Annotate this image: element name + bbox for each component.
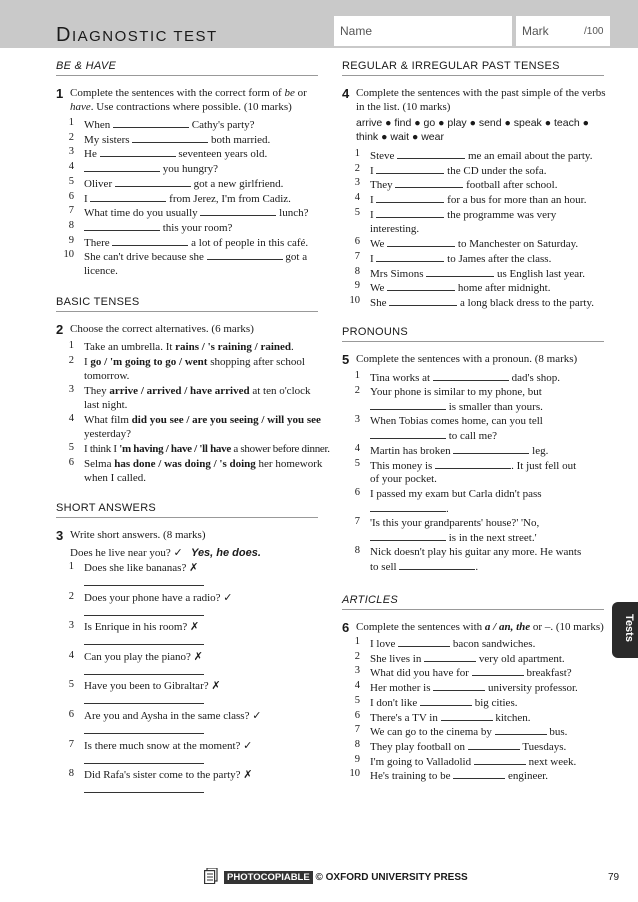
gap-fill-item: She a long black dress to the party. [370, 297, 594, 309]
page-header [0, 0, 638, 48]
item-number: 1 [354, 636, 360, 647]
item-number: 7 [354, 250, 360, 262]
item-number: 8 [68, 768, 74, 780]
answer-blank[interactable] [200, 205, 276, 216]
section-title-past-tenses: REGULAR & IRREGULAR PAST TENSES [342, 60, 560, 72]
q5-item-6: I passed my exam but Carla didn't pass [370, 488, 542, 500]
item-number: 4 [68, 413, 74, 424]
q5-item-7: 'Is this your grandparents' house?' 'No, [370, 517, 540, 529]
item-number: 2 [354, 162, 360, 174]
item-number: 1 [354, 370, 360, 381]
mark-field[interactable] [516, 16, 610, 46]
section-title-short-answers: SHORT ANSWERS [56, 502, 157, 514]
answer-blank[interactable] [207, 249, 283, 260]
photocopy-icon [204, 868, 218, 884]
item-number: 3 [68, 146, 74, 158]
section-divider [56, 311, 318, 312]
item-number: 3 [68, 620, 74, 632]
gap-fill-item: Mrs Simons us English last year. [370, 267, 585, 280]
answer-blank[interactable] [453, 443, 529, 454]
gap-fill-item: We to Manchester on Saturday. [370, 238, 579, 251]
item-number: 2 [68, 590, 74, 602]
answer-blank[interactable] [389, 295, 457, 306]
section-divider [342, 75, 604, 76]
item-number: 7 [354, 724, 360, 736]
gap-fill-item: He's training to be engineer. [370, 770, 549, 783]
item-number: 8 [68, 219, 74, 231]
mark-total: /100 [584, 26, 604, 37]
gap-fill-item: We can go to the cinema by bus. [370, 726, 568, 739]
gap-fill-item: There's a TV in kitchen. [370, 711, 531, 724]
item-number: 2 [354, 385, 360, 396]
page-number: 79 [608, 872, 620, 883]
gap-fill-item-cont: licence. [84, 265, 118, 277]
answer-line[interactable] [84, 792, 204, 793]
item-number: 2 [68, 355, 74, 366]
question-6-instructions: Complete the sentences with a / an, the or –. (10 marks) [356, 621, 604, 633]
item-number: 8 [354, 738, 360, 750]
answer-line[interactable] [84, 644, 204, 645]
q2-item-4-cont: yesterday? [84, 428, 132, 440]
answer-blank[interactable] [132, 132, 208, 143]
item-number: 1 [68, 340, 74, 351]
item-number: 5 [68, 679, 74, 691]
q2-item-3-cont: last night. [84, 399, 128, 411]
item-number: 7 [354, 516, 360, 527]
answer-blank[interactable] [495, 724, 547, 735]
q2-item-6-cont: when I called. [84, 472, 146, 484]
side-tab [612, 602, 638, 658]
q2-item-1: Take an umbrella. It rains / 's raining / rained. [84, 341, 294, 353]
question-number: 4 [342, 86, 350, 101]
footer-copyright: PHOTOCOPIABLE © OXFORD UNIVERSITY PRESS [224, 872, 468, 883]
section-divider [342, 609, 604, 610]
q5-item-5: This money is . It just fell out [370, 460, 577, 472]
answer-blank[interactable] [376, 192, 444, 203]
short-answer-question: Have you been to Gibraltar? ✗ [84, 680, 221, 693]
answer-blank[interactable] [426, 266, 494, 277]
section-title-basic-tenses: BASIC TENSES [56, 296, 140, 308]
answer-blank[interactable] [468, 739, 520, 750]
item-number: 2 [354, 650, 360, 662]
q5-item-6-cont: . [370, 501, 449, 516]
gap-fill-item: There a lot of people in this café. [84, 236, 309, 249]
answer-blank[interactable] [115, 176, 191, 187]
answer-blank[interactable] [376, 163, 444, 174]
section-divider [56, 75, 318, 76]
item-number: 5 [354, 694, 360, 706]
answer-line[interactable] [84, 763, 204, 764]
item-number: 9 [354, 753, 360, 765]
side-tab-label: Tests [622, 614, 635, 642]
gap-fill-item: I don't like big cities. [370, 696, 518, 709]
gap-fill-item: They football after school. [370, 179, 558, 192]
q2-item-2: I go / 'm going to go / went shopping after school [84, 356, 305, 368]
gap-fill-item: I'm going to Valladolid next week. [370, 755, 577, 768]
item-number: 4 [354, 680, 360, 692]
answer-blank[interactable] [474, 754, 526, 765]
short-answer-question: Does she like bananas? ✗ [84, 562, 199, 574]
gap-fill-item: My sisters both married. [84, 133, 271, 146]
section-divider [342, 341, 604, 342]
gap-fill-item: Her mother is university professor. [370, 682, 578, 695]
gap-fill-item-cont: interesting. [370, 222, 420, 235]
item-number: 8 [354, 265, 360, 277]
answer-blank[interactable] [441, 710, 493, 721]
short-answer-question: Is there much snow at the moment? ✓ [84, 739, 253, 752]
item-number: 4 [68, 649, 74, 661]
gap-fill-item: Oliver got a new girlfriend. [84, 177, 284, 190]
section-title-articles: ARTICLES [342, 594, 398, 606]
question-number: 1 [56, 86, 64, 101]
item-number: 6 [68, 457, 74, 468]
answer-blank[interactable] [387, 280, 455, 291]
gap-fill-item: They play football on Tuesdays. [370, 740, 567, 753]
question-number: 2 [56, 322, 64, 337]
answer-blank[interactable] [420, 695, 472, 706]
item-number: 10 [349, 295, 360, 306]
item-number: 10 [349, 768, 360, 780]
q5-item-7-cont: is in the next street.' [370, 530, 537, 545]
gap-fill-item: Steve me an email about the party. [370, 150, 593, 162]
item-number: 1 [68, 561, 74, 572]
q2-item-5: I think I 'm having / have / 'll have a shower before dinner. [84, 443, 330, 455]
answer-blank[interactable] [433, 680, 485, 691]
gap-fill-item: I from Jerez, I'm from Cadiz. [84, 192, 291, 205]
answer-blank[interactable] [370, 501, 446, 512]
photocopiable-badge: PHOTOCOPIABLE [224, 871, 313, 884]
question-number: 6 [342, 620, 350, 635]
item-number: 7 [68, 205, 74, 217]
name-field[interactable] [334, 16, 512, 46]
answer-line[interactable] [84, 674, 204, 675]
question-4-instructions: Complete the sentences with the past simple of the verbs in the list. (10 marks) [356, 87, 606, 113]
answer-line[interactable] [84, 703, 204, 704]
answer-blank[interactable] [370, 530, 446, 541]
section-title-pronouns: PRONOUNS [342, 326, 408, 338]
item-number: 6 [354, 709, 360, 721]
gap-fill-item: you hungry? [84, 161, 218, 176]
q2-item-6: Selma has done / was doing / 's doing her homework [84, 458, 323, 470]
gap-fill-item: What time do you usually lunch? [84, 207, 309, 220]
item-number: 4 [354, 443, 360, 454]
short-answer-question: Can you play the piano? ✗ [84, 650, 203, 663]
answer-blank[interactable] [370, 428, 446, 439]
gap-fill-item: We home after midnight. [370, 282, 551, 295]
answer-blank[interactable] [90, 191, 166, 202]
answer-blank[interactable] [453, 768, 505, 779]
q2-item-4: What film did you see / are you seeing / will you see [84, 414, 321, 426]
answer-blank[interactable] [100, 146, 176, 157]
item-number: 6 [68, 709, 74, 720]
item-number: 9 [68, 234, 74, 246]
answer-blank[interactable] [84, 161, 160, 172]
q2-item-2-cont: tomorrow. [84, 370, 130, 382]
gap-fill-item: She lives in very old apartment. [370, 652, 565, 665]
item-number: 4 [68, 161, 74, 173]
gap-fill-item: When Cathy's party? [84, 119, 255, 131]
q5-item-2: Your phone is similar to my phone, but [370, 386, 542, 398]
answer-line[interactable] [84, 733, 204, 734]
item-number: 5 [354, 206, 360, 218]
q5-item-8-cont: to sell . [370, 561, 479, 573]
item-number: 3 [354, 177, 360, 189]
q5-item-5-cont: of your pocket. [370, 473, 437, 485]
short-answer-question: Are you and Aysha in the same class? ✓ [84, 710, 262, 722]
answer-blank[interactable] [113, 117, 189, 128]
item-number: 8 [354, 545, 360, 556]
q5-item-3: When Tobias comes home, can you tell [370, 415, 543, 427]
question-3-instructions: Write short answers. (8 marks) [70, 529, 206, 541]
answer-blank[interactable] [370, 399, 446, 410]
answer-blank[interactable] [376, 251, 444, 262]
item-number: 3 [68, 384, 74, 395]
gap-fill-item: She can't drive because she got a [84, 251, 308, 264]
answer-blank[interactable] [395, 177, 463, 188]
section-title-be-have: BE & HAVE [56, 60, 117, 72]
short-answer-question: Did Rafa's sister come to the party? ✗ [84, 769, 253, 782]
item-number: 6 [354, 236, 360, 248]
q5-item-3-cont: to call me? [370, 428, 497, 443]
gap-fill-item: What did you have for breakfast? [370, 667, 572, 680]
answer-blank[interactable] [397, 148, 465, 159]
q2-item-3: They arrive / arrived / have arrived at ten o'clock [84, 385, 311, 397]
item-number: 9 [354, 280, 360, 292]
gap-fill-item: I to James after the class. [370, 252, 552, 265]
question-1-instructions: Complete the sentences with the correct form of be or have. Use contractions where possible. (10 marks) [70, 87, 307, 113]
item-number: 2 [68, 131, 74, 143]
item-number: 1 [354, 148, 360, 159]
answer-blank[interactable] [84, 220, 160, 231]
short-answer-question: Is Enrique in his room? ✗ [84, 621, 200, 634]
item-number: 5 [68, 442, 74, 453]
item-number: 3 [354, 665, 360, 677]
item-number: 5 [68, 175, 74, 187]
gap-fill-item: I the programme was very [370, 208, 557, 221]
page-title: DIAGNOSTIC TEST [56, 24, 218, 46]
answer-blank[interactable] [112, 235, 188, 246]
answer-line[interactable] [84, 615, 204, 616]
answer-blank[interactable] [472, 665, 524, 676]
item-number: 3 [354, 414, 360, 425]
item-number: 6 [68, 190, 74, 202]
q3-example: Does he live near you? ✓ Yes, he does. [70, 547, 261, 559]
answer-blank[interactable] [433, 370, 509, 381]
answer-blank[interactable] [387, 236, 455, 247]
item-number: 5 [354, 458, 360, 469]
answer-blank[interactable] [398, 636, 450, 647]
item-number: 1 [68, 117, 74, 128]
gap-fill-item: I the CD under the sofa. [370, 164, 547, 177]
short-answer-question: Does your phone have a radio? ✓ [84, 591, 233, 604]
q5-item-4: Martin has broken leg. [370, 445, 549, 457]
item-number: 4 [354, 192, 360, 204]
question-number: 3 [56, 528, 64, 543]
question-2-instructions: Choose the correct alternatives. (6 marks) [70, 323, 254, 335]
gap-fill-item: I for a bus for more than an hour. [370, 194, 587, 207]
gap-fill-item: He seventeen years old. [84, 148, 268, 161]
gap-fill-item: this your room? [84, 220, 232, 235]
q5-item-2-cont: is smaller than yours. [370, 399, 543, 414]
name-label: Name [340, 24, 373, 38]
q5-item-8: Nick doesn't play his guitar any more. He wants [370, 546, 582, 558]
answer-blank[interactable] [424, 651, 476, 662]
item-number: 10 [63, 249, 74, 261]
word-list: arrive ● find ● go ● play ● send ● speak ● teach ● think ● wait ● wear [356, 117, 589, 143]
answer-blank[interactable] [435, 458, 511, 469]
answer-blank[interactable] [399, 559, 475, 570]
answer-blank[interactable] [376, 207, 444, 218]
section-divider [56, 517, 318, 518]
answer-line[interactable] [84, 585, 204, 586]
item-number: 6 [354, 487, 360, 498]
q5-item-1: Tina works at dad's shop. [370, 372, 561, 384]
item-number: 7 [68, 738, 74, 750]
mark-label: Mark [522, 24, 549, 38]
question-5-instructions: Complete the sentences with a pronoun. (8 marks) [356, 353, 578, 365]
gap-fill-item: I love bacon sandwiches. [370, 638, 536, 650]
question-number: 5 [342, 352, 350, 367]
